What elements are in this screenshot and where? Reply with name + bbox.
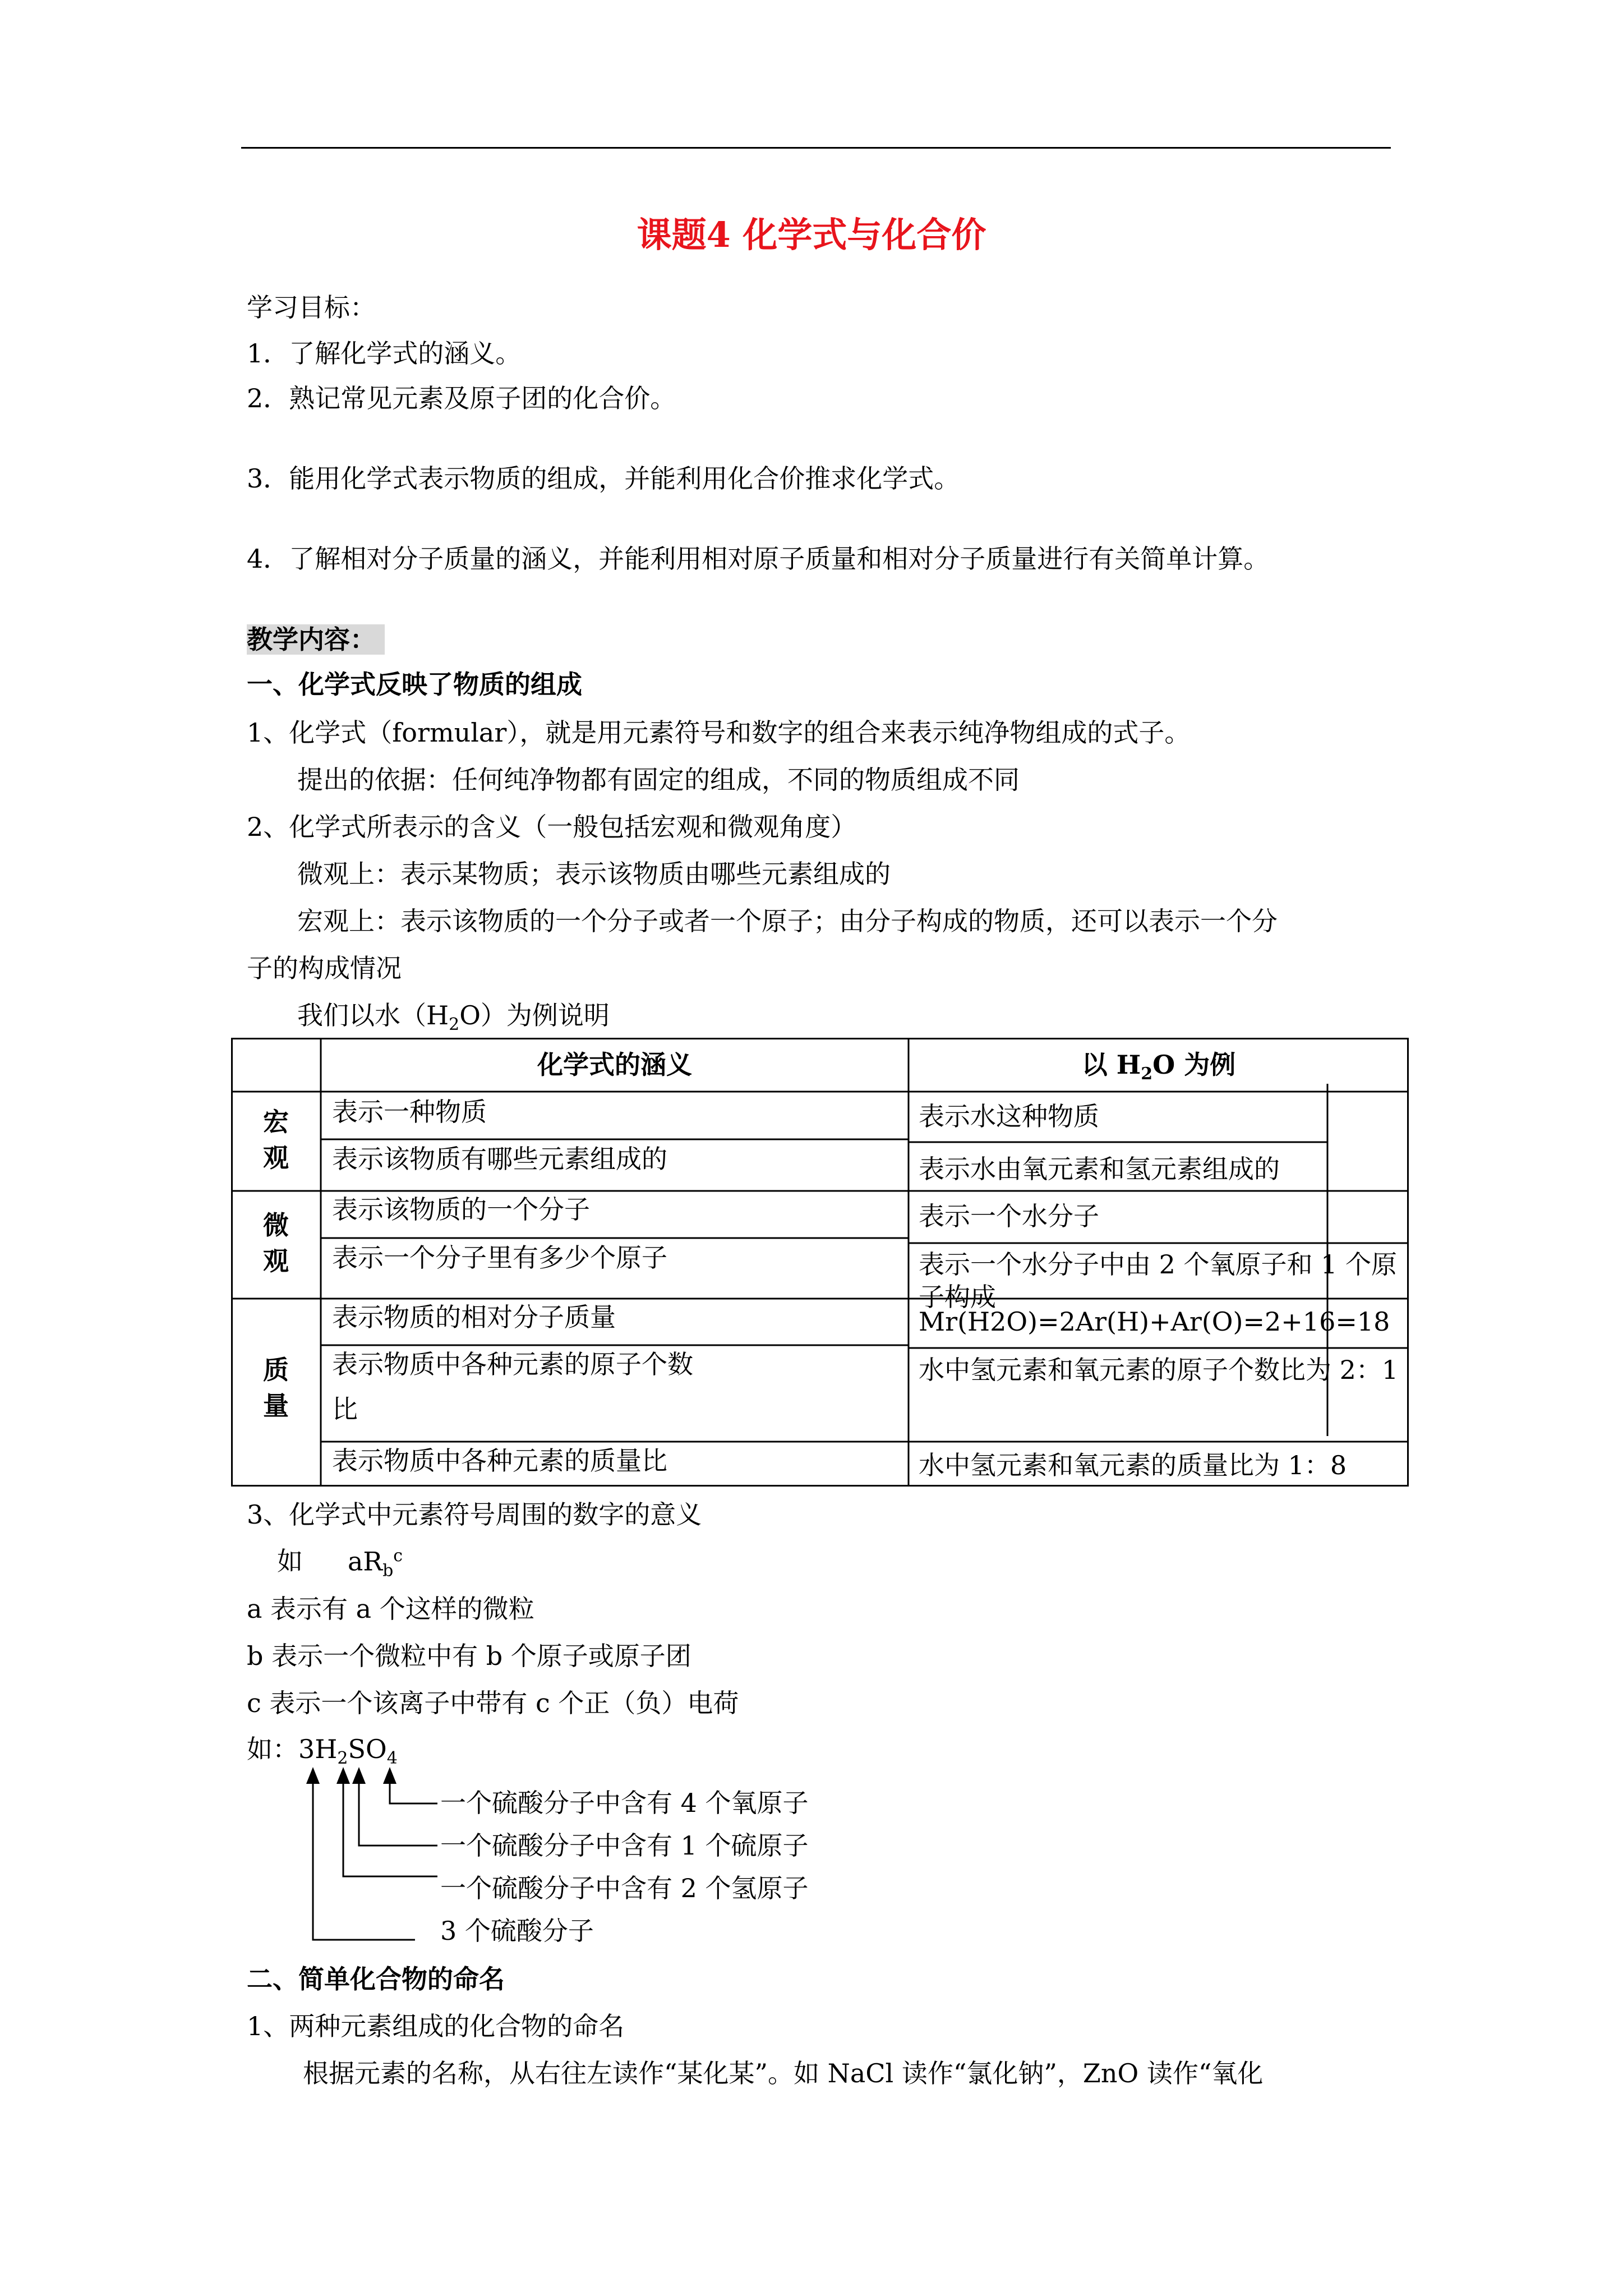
meaning-a: a 表示有 a 个这样的微粒 xyxy=(247,1594,534,1624)
table-row-3-meaning: 表示该物质的一个分子 xyxy=(332,1194,590,1225)
section2-heading: 二、简单化合物的命名 xyxy=(247,1964,505,1994)
table-row-5-meaning: 表示物质的相对分子质量 xyxy=(332,1302,616,1332)
section1-p2c: 子的构成情况 xyxy=(247,953,402,983)
example-formula-sub2: 4 xyxy=(386,1749,398,1769)
general-formula-base: aR xyxy=(348,1546,383,1577)
table-row-6-meaning: 表示物质中各种元素的原子个数 xyxy=(332,1349,693,1379)
example-formula-part2: SO xyxy=(348,1734,387,1764)
formula-ru: 如 xyxy=(277,1546,303,1576)
general-formula-sub: b xyxy=(382,1561,394,1581)
meaning-b: b 表示一个微粒中有 b 个原子或原子团 xyxy=(247,1641,691,1671)
table-row-4-example: 表示一个水分子中由 2 个氧原子和 1 个原子构成 xyxy=(919,1249,1398,1312)
example-intro-pre: 我们以水（H xyxy=(297,1000,449,1030)
page-title: 课题4 化学式与化合价 xyxy=(637,214,986,255)
category-mass-bottom: 量 xyxy=(263,1391,289,1421)
example-formula-sub1: 2 xyxy=(337,1749,348,1769)
header-example-pre: 以 H xyxy=(1081,1050,1141,1080)
goal-item-1: 1．了解化学式的涵义。 xyxy=(247,338,522,369)
table-row-7-example: 水中氢元素和氧元素的质量比为 1：8 xyxy=(919,1450,1347,1480)
goal-item-2: 2．熟记常见元素及原子团的化合价。 xyxy=(247,383,676,413)
section2-p1: 1、两种元素组成的化合物的命名 xyxy=(247,2011,625,2041)
meaning-c: c 表示一个该离子中带有 c 个正（负）电荷 xyxy=(247,1688,739,1718)
table-row-3-example: 表示一个水分子 xyxy=(919,1201,1099,1231)
section3-heading: 3、化学式中元素符号周围的数字的意义 xyxy=(247,1499,702,1530)
table-row-5-example: Mr(H2O)=2Ar(H)+Ar(O)=2+16=18 xyxy=(919,1306,1390,1337)
category-mass-top: 质 xyxy=(263,1355,289,1385)
content-heading-text: 教学内容： xyxy=(247,624,385,655)
table-row-7-meaning: 表示物质中各种元素的质量比 xyxy=(332,1446,667,1476)
table-row-6-meaning-cont: 比 xyxy=(332,1394,358,1424)
header-example-sub: 2 xyxy=(1141,1064,1153,1084)
category-micro-top: 微 xyxy=(263,1210,289,1240)
section1-p2b: 宏观上：表示该物质的一个分子或者一个原子；由分子构成的物质，还可以表示一个分 xyxy=(297,906,1278,936)
example-formula-part1: 3H xyxy=(298,1734,338,1764)
table-row-1-example: 表示水这种物质 xyxy=(919,1101,1099,1131)
category-macro-bottom: 观 xyxy=(263,1143,289,1174)
example-intro-post: O）为例说明 xyxy=(459,1000,610,1030)
note-oxygen: 一个硫酸分子中含有 4 个氧原子 xyxy=(440,1788,809,1818)
section1-p2: 2、化学式所表示的含义（一般包括宏观和微观角度） xyxy=(247,812,857,842)
note-hydrogen: 一个硫酸分子中含有 2 个氢原子 xyxy=(440,1873,809,1903)
table-row-2-meaning: 表示该物质有哪些元素组成的 xyxy=(332,1144,667,1174)
category-macro-top: 宏 xyxy=(263,1107,289,1137)
table-row-6-example: 水中氢元素和氧元素的原子个数比为 2：1 xyxy=(919,1355,1399,1385)
example-prefix: 如： xyxy=(247,1734,298,1764)
table-row-4-meaning: 表示一个分子里有多少个原子 xyxy=(332,1243,667,1273)
example-intro-sub: 2 xyxy=(449,1015,460,1035)
goals-heading: 学习目标： xyxy=(247,292,376,323)
section1-heading: 一、化学式反映了物质的组成 xyxy=(247,669,582,700)
header-example-post: O 为例 xyxy=(1152,1050,1236,1080)
section1-p1: 1、化学式（formular），就是用元素符号和数字的组合来表示纯净物组成的式子。 xyxy=(247,717,1191,748)
section1-p2a: 微观上：表示某物质；表示该物质由哪些元素组成的 xyxy=(297,859,891,889)
goal-item-3: 3．能用化学式表示物质的组成，并能利用化合价推求化学式。 xyxy=(247,463,960,494)
header-meaning: 化学式的涵义 xyxy=(537,1050,692,1080)
goal-item-4: 4．了解相对分子质量的涵义，并能利用相对原子质量和相对分子质量进行有关简单计算。 xyxy=(247,544,1270,574)
note-sulfur: 一个硫酸分子中含有 1 个硫原子 xyxy=(440,1830,809,1861)
section1-p1b: 提出的依据：任何纯净物都有固定的组成，不同的物质组成不同 xyxy=(297,765,1020,795)
table-row-1-meaning: 表示一种物质 xyxy=(332,1097,487,1127)
category-micro-bottom: 观 xyxy=(263,1246,289,1277)
general-formula-sup: c xyxy=(393,1546,403,1566)
table-row-2-example: 表示水由氧元素和氢元素组成的 xyxy=(919,1154,1280,1184)
section2-p2: 根据元素的名称，从右往左读作“某化某”。如 NaCl 读作“氯化钠”，ZnO 读作“氧化 xyxy=(303,2058,1264,2088)
note-molecules: 3 个硫酸分子 xyxy=(440,1916,594,1946)
